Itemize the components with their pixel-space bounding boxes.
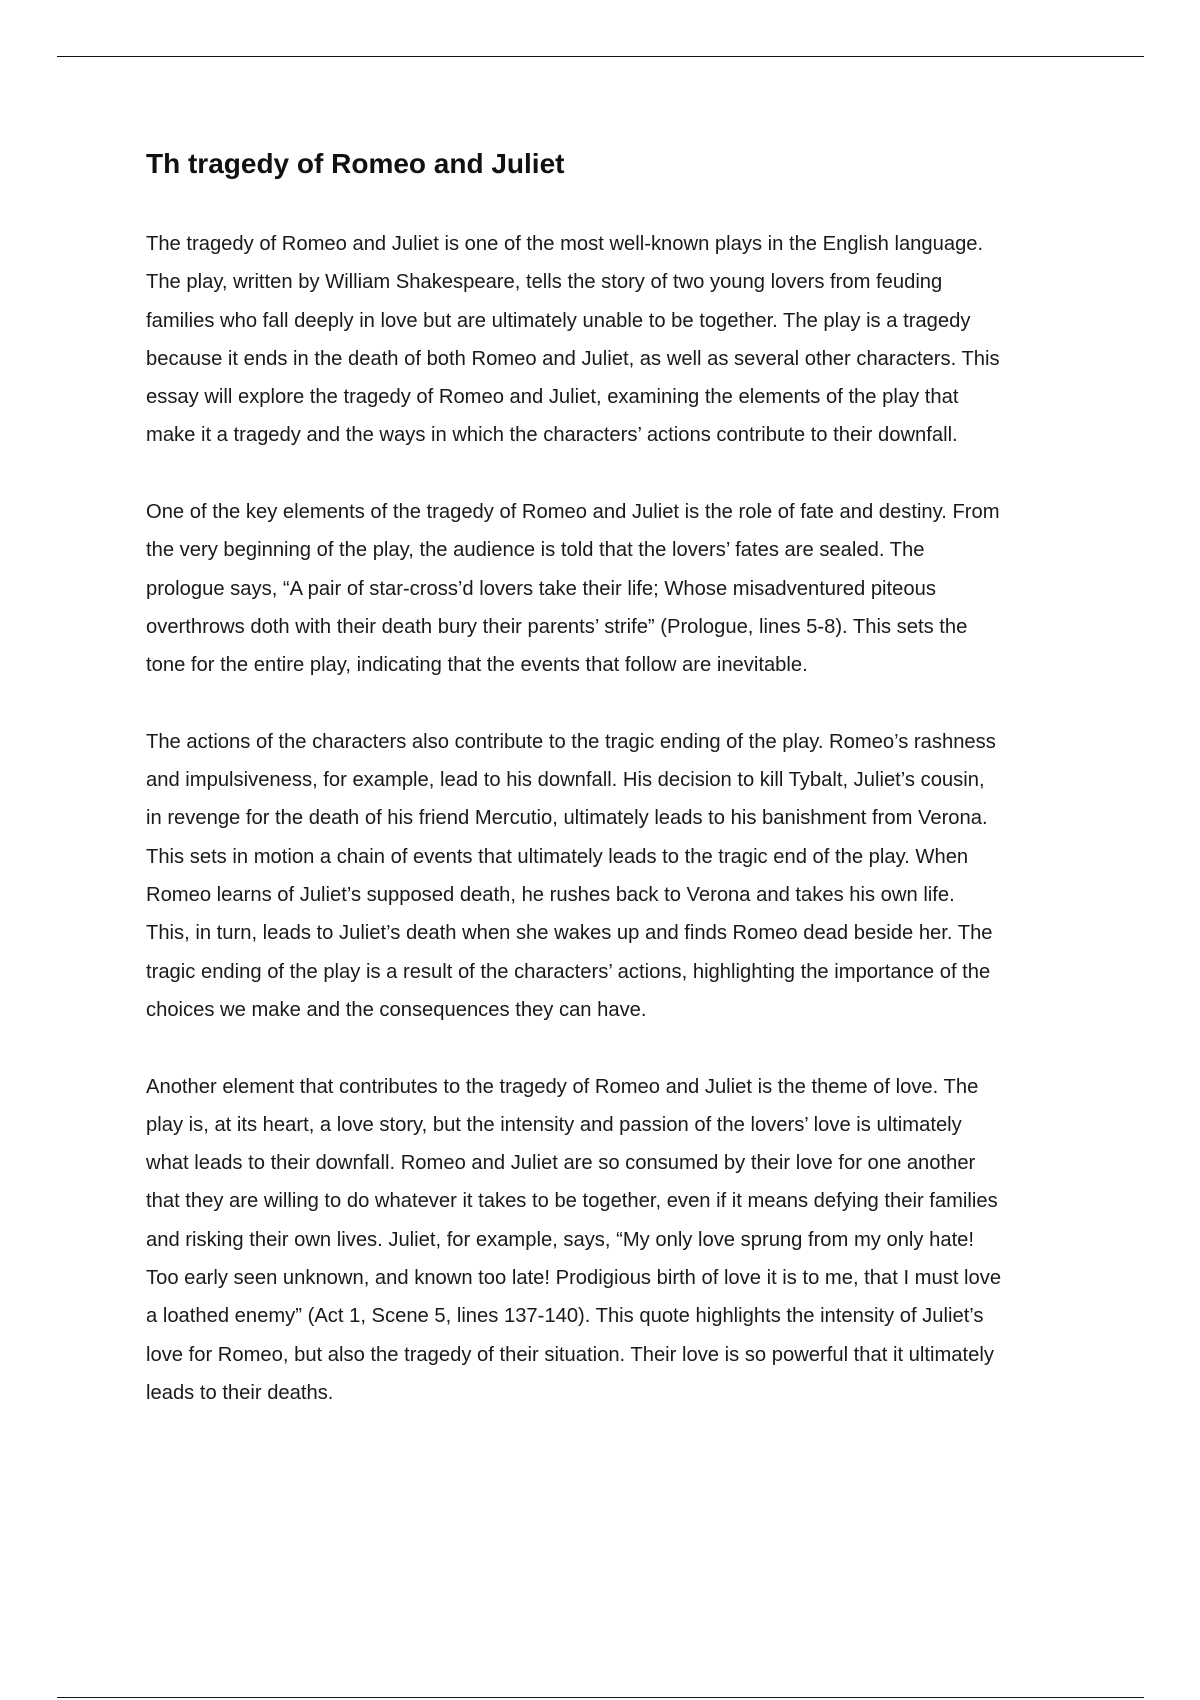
- paragraph-line: love for Romeo, but also the tragedy of their situation. Their love is so powerful that it ultimately: [146, 1343, 994, 1366]
- paragraph-line: essay will explore the tragedy of Romeo and Juliet, examining the elements of the play that: [146, 386, 959, 409]
- paragraph-line: The actions of the characters also contribute to the tragic ending of the play. Romeo’s rashness: [146, 730, 996, 753]
- paragraph-line: This sets in motion a chain of events that ultimately leads to the tragic end of the play. When: [146, 845, 969, 868]
- paragraph-line: a loathed enemy” (Act 1, Scene 5, lines 137-140). This quote highlights the intensity of Juliet’s: [146, 1305, 984, 1328]
- paragraph-line: tragic ending of the play is a result of the characters’ actions, highlighting the importance of the: [146, 960, 991, 983]
- paragraph-line: in revenge for the death of his friend Mercutio, ultimately leads to his banishment from Verona.: [146, 807, 988, 830]
- paragraph-line: what leads to their downfall. Romeo and Juliet are so consumed by their love for one another: [146, 1152, 976, 1175]
- paragraph-line: that they are willing to do whatever it takes to be together, even if it means defying their families: [146, 1190, 998, 1213]
- paragraph-line: families who fall deeply in love but are ultimately unable to be together. The play is a tragedy: [146, 309, 971, 332]
- paragraph-line: play is, at its heart, a love story, but the intensity and passion of the lovers’ love is ultimately: [146, 1113, 962, 1136]
- paragraph-line: One of the key elements of the tragedy of Romeo and Juliet is the role of fate and destiny. From: [146, 501, 1000, 524]
- paragraph-line: The play, written by William Shakespeare, tells the story of two young lovers from feuding: [146, 271, 943, 294]
- paragraph-line: and risking their own lives. Juliet, for example, says, “My only love sprung from my only hate!: [146, 1228, 975, 1251]
- body-paragraph: [146, 493, 1106, 684]
- bottom-divider: [57, 1697, 1144, 1698]
- paragraph-line: tone for the entire play, indicating that the events that follow are inevitable.: [146, 654, 808, 677]
- paragraph-line: leads to their deaths.: [146, 1381, 334, 1404]
- paragraph-line: choices we make and the consequences they can have.: [146, 998, 647, 1021]
- paragraph-line: Romeo learns of Juliet’s supposed death, he rushes back to Verona and takes his own life.: [146, 884, 955, 907]
- paragraph-line: The tragedy of Romeo and Juliet is one of the most well-known plays in the English language.: [146, 233, 984, 255]
- document-title: Th tragedy of Romeo and Juliet: [146, 148, 565, 179]
- top-divider: [57, 56, 1144, 57]
- paragraph-line: the very beginning of the play, the audience is told that the lovers’ fates are sealed. The: [146, 539, 925, 562]
- paragraph-line: overthrows doth with their death bury their parents’ strife” (Prologue, lines 5-8). This sets the: [146, 615, 968, 638]
- paragraph-line: This, in turn, leads to Juliet’s death when she wakes up and finds Romeo dead beside her. The: [146, 922, 993, 945]
- paragraph-line: Too early seen unknown, and known too late! Prodigious birth of love it is to me, that I must love: [146, 1267, 1002, 1290]
- paragraph-line: make it a tragedy and the ways in which the characters’ actions contribute to their downfall.: [146, 424, 958, 447]
- body-paragraph: [146, 225, 1106, 455]
- paragraph-line: Another element that contributes to the tragedy of Romeo and Juliet is the theme of love. The: [146, 1075, 979, 1098]
- document-body: [146, 140, 1106, 1451]
- paragraph-line: because it ends in the death of both Romeo and Juliet, as well as several other characters. This: [146, 347, 1000, 370]
- body-paragraph: [146, 723, 1106, 1029]
- paragraphs-container: [146, 225, 1106, 1412]
- paragraph-line: and impulsiveness, for example, lead to his downfall. His decision to kill Tybalt, Juliet’s cousin,: [146, 769, 985, 792]
- paragraph-line: prologue says, “A pair of star-cross’d lovers take their life; Whose misadventured piteous: [146, 577, 936, 600]
- body-paragraph: [146, 1068, 1106, 1413]
